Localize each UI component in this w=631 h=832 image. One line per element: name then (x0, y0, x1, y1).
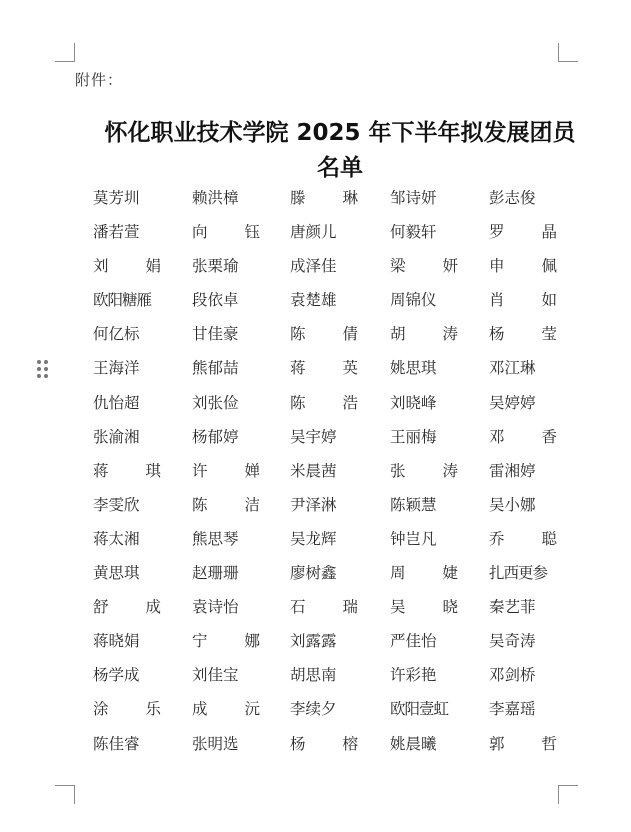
member-name-char: 石 (290, 598, 306, 617)
member-name (192, 458, 260, 492)
member-name-char: 成 (192, 700, 208, 719)
member-name-char: 涛 (442, 461, 458, 480)
member-name-char: 乐 (145, 700, 161, 719)
member-name-char: 许 (192, 461, 208, 480)
member-name-char: 梁 (390, 257, 406, 276)
member-name-char: 刘 (93, 257, 109, 276)
member-name: 刘佳宝 (192, 666, 239, 685)
member-name (192, 492, 260, 526)
member-name (290, 355, 358, 389)
member-name: 邓江琳 (489, 359, 536, 378)
member-name: 陈佳睿 (93, 734, 140, 753)
member-name: 李续夕 (290, 700, 337, 719)
member-name: 廖树鑫 (290, 564, 337, 583)
member-name: 何毅轩 (390, 223, 437, 242)
member-name-char: 莹 (541, 325, 557, 344)
member-name (93, 253, 161, 287)
attachment-label: 附件： (75, 71, 124, 89)
member-name (390, 594, 458, 628)
member-name-char: 邓 (489, 427, 505, 446)
member-name-char: 晶 (541, 223, 557, 242)
member-name-char: 洁 (244, 495, 260, 514)
member-name (390, 458, 458, 492)
member-name: 姚晨曦 (390, 734, 437, 753)
member-name: 黄思琪 (93, 564, 140, 583)
member-name (192, 219, 260, 253)
member-name: 张渝湘 (93, 427, 140, 446)
member-name (93, 696, 161, 730)
member-name (489, 424, 557, 458)
member-name (290, 594, 358, 628)
member-name: 赵珊珊 (192, 564, 239, 583)
member-name (489, 321, 557, 355)
member-name (290, 731, 358, 765)
member-name-char: 胡 (390, 325, 406, 344)
crop-mark-bottom-right-h (559, 785, 578, 786)
member-name-char: 榕 (342, 734, 358, 753)
member-name: 潘若萱 (93, 223, 140, 242)
document-title: 怀化职业技术学院 2025 年下半年拟发展团员 (104, 120, 576, 146)
member-name: 赖洪樟 (192, 189, 239, 207)
member-name (390, 321, 458, 355)
member-name: 吴宇婷 (290, 427, 337, 446)
member-name: 袁诗怡 (192, 598, 239, 617)
member-name: 米晨茜 (290, 461, 337, 480)
member-name-char: 滕 (290, 189, 306, 207)
member-name: 王丽梅 (390, 427, 437, 446)
member-name: 刘晓峰 (390, 393, 437, 412)
member-name: 刘张俭 (192, 393, 239, 412)
member-name-char: 哲 (541, 734, 557, 753)
member-name-char: 婵 (244, 461, 260, 480)
member-name-char: 涂 (93, 700, 109, 719)
member-name: 邓剑桥 (489, 666, 536, 685)
name-list-grid (93, 185, 579, 765)
member-name: 周锦仪 (390, 291, 437, 310)
member-name-char: 晓 (442, 598, 458, 617)
member-name-char: 妍 (442, 257, 458, 276)
member-name-char: 蒋 (290, 359, 306, 378)
member-name: 蒋太湘 (93, 529, 140, 548)
member-name (290, 390, 358, 424)
member-name-char: 杨 (290, 734, 306, 753)
member-name-char: 郭 (489, 734, 505, 753)
member-name-char: 宁 (192, 632, 208, 651)
member-name: 欧阳壹虹 (390, 700, 449, 719)
member-name-char: 佩 (541, 257, 557, 276)
crop-mark-top-right-v (558, 43, 559, 62)
member-name (489, 731, 557, 765)
member-name (93, 594, 161, 628)
member-name-char: 成 (145, 598, 161, 617)
member-name-char: 娜 (244, 632, 260, 651)
member-name: 李嘉瑶 (489, 700, 536, 719)
member-name-char: 聪 (541, 529, 557, 548)
member-name (93, 458, 161, 492)
member-name: 许彩艳 (390, 666, 437, 685)
member-name-char: 陈 (192, 495, 208, 514)
member-name-char: 肖 (489, 291, 505, 310)
member-name-char: 涛 (442, 325, 458, 344)
member-name (489, 287, 557, 321)
member-name: 王海洋 (93, 359, 140, 378)
member-name-char: 琳 (342, 189, 358, 207)
member-name-char: 倩 (342, 325, 358, 344)
crop-mark-bottom-right-v (558, 785, 559, 804)
member-name: 雷湘婷 (489, 461, 536, 480)
member-name: 熊郁喆 (192, 359, 239, 378)
member-name-char: 向 (192, 223, 208, 242)
member-name: 邹诗妍 (390, 189, 437, 207)
member-name-char: 琪 (145, 461, 161, 480)
member-name (489, 526, 557, 560)
member-name: 熊思琴 (192, 529, 239, 548)
member-name-char: 英 (342, 359, 358, 378)
member-name: 张栗瑜 (192, 257, 239, 276)
crop-mark-top-right-h (559, 61, 578, 62)
document-title-continued: 名单 (317, 155, 363, 181)
member-name: 吴婷婷 (489, 393, 536, 412)
member-name (192, 628, 260, 662)
member-name: 胡思南 (290, 666, 337, 685)
member-name: 扎西更参 (489, 564, 548, 583)
member-name (390, 253, 458, 287)
member-name-char: 娟 (145, 257, 161, 276)
member-name: 蒋晓娟 (93, 632, 140, 651)
member-name-char: 乔 (489, 529, 505, 548)
member-name-char: 张 (390, 461, 406, 480)
crop-mark-bottom-left-h (55, 785, 74, 786)
member-name: 姚思琪 (390, 359, 437, 378)
member-name: 袁楚雄 (290, 291, 337, 310)
member-name: 秦艺菲 (489, 598, 536, 617)
member-name: 刘露露 (290, 632, 337, 651)
member-name: 莫芳圳 (93, 189, 140, 207)
member-name (290, 321, 358, 355)
member-name: 陈颖慧 (390, 495, 437, 514)
member-name-char: 陈 (290, 325, 306, 344)
member-name-char: 蒋 (93, 461, 109, 480)
member-name: 唐颜儿 (290, 223, 337, 242)
member-name: 甘佳豪 (192, 325, 239, 344)
member-name-char: 陈 (290, 393, 306, 412)
member-name: 吴龙辉 (290, 529, 337, 548)
member-name-char: 吴 (390, 598, 406, 617)
member-name-char: 香 (541, 427, 557, 446)
member-name: 段依卓 (192, 291, 239, 310)
member-name: 严佳怡 (390, 632, 437, 651)
member-name: 成泽佳 (290, 257, 337, 276)
crop-mark-bottom-left-v (74, 785, 75, 804)
member-name-char: 瑞 (342, 598, 358, 617)
member-name: 吴小娜 (489, 495, 536, 514)
member-name: 杨学成 (93, 666, 140, 685)
crop-mark-top-left-h (55, 61, 74, 62)
member-name: 李雯欣 (93, 495, 140, 514)
member-name: 彭志俊 (489, 189, 536, 207)
member-name-char: 罗 (489, 223, 505, 242)
member-name-char: 如 (541, 291, 557, 310)
member-name-char: 婕 (442, 564, 458, 583)
member-name-char: 申 (489, 257, 505, 276)
member-name: 尹泽淋 (290, 495, 337, 514)
member-name: 钟岂凡 (390, 529, 437, 548)
crop-mark-top-left-v (74, 43, 75, 62)
member-name-char: 周 (390, 564, 406, 583)
member-name (489, 219, 557, 253)
member-name: 欧阳糖雁 (93, 291, 152, 310)
member-name: 张明选 (192, 734, 239, 753)
member-name (192, 696, 260, 730)
member-name: 何亿标 (93, 325, 140, 344)
member-name: 杨郁婷 (192, 427, 239, 446)
member-name (290, 185, 358, 219)
drag-handle-icon[interactable] (37, 360, 49, 378)
member-name-char: 舒 (93, 598, 109, 617)
member-name (489, 253, 557, 287)
member-name (390, 560, 458, 594)
member-name-char: 钰 (244, 223, 260, 242)
member-name-char: 浩 (342, 393, 358, 412)
member-name-char: 杨 (489, 325, 505, 344)
member-name-char: 沅 (244, 700, 260, 719)
member-name: 吴奇涛 (489, 632, 536, 651)
member-name: 仇怡超 (93, 393, 140, 412)
